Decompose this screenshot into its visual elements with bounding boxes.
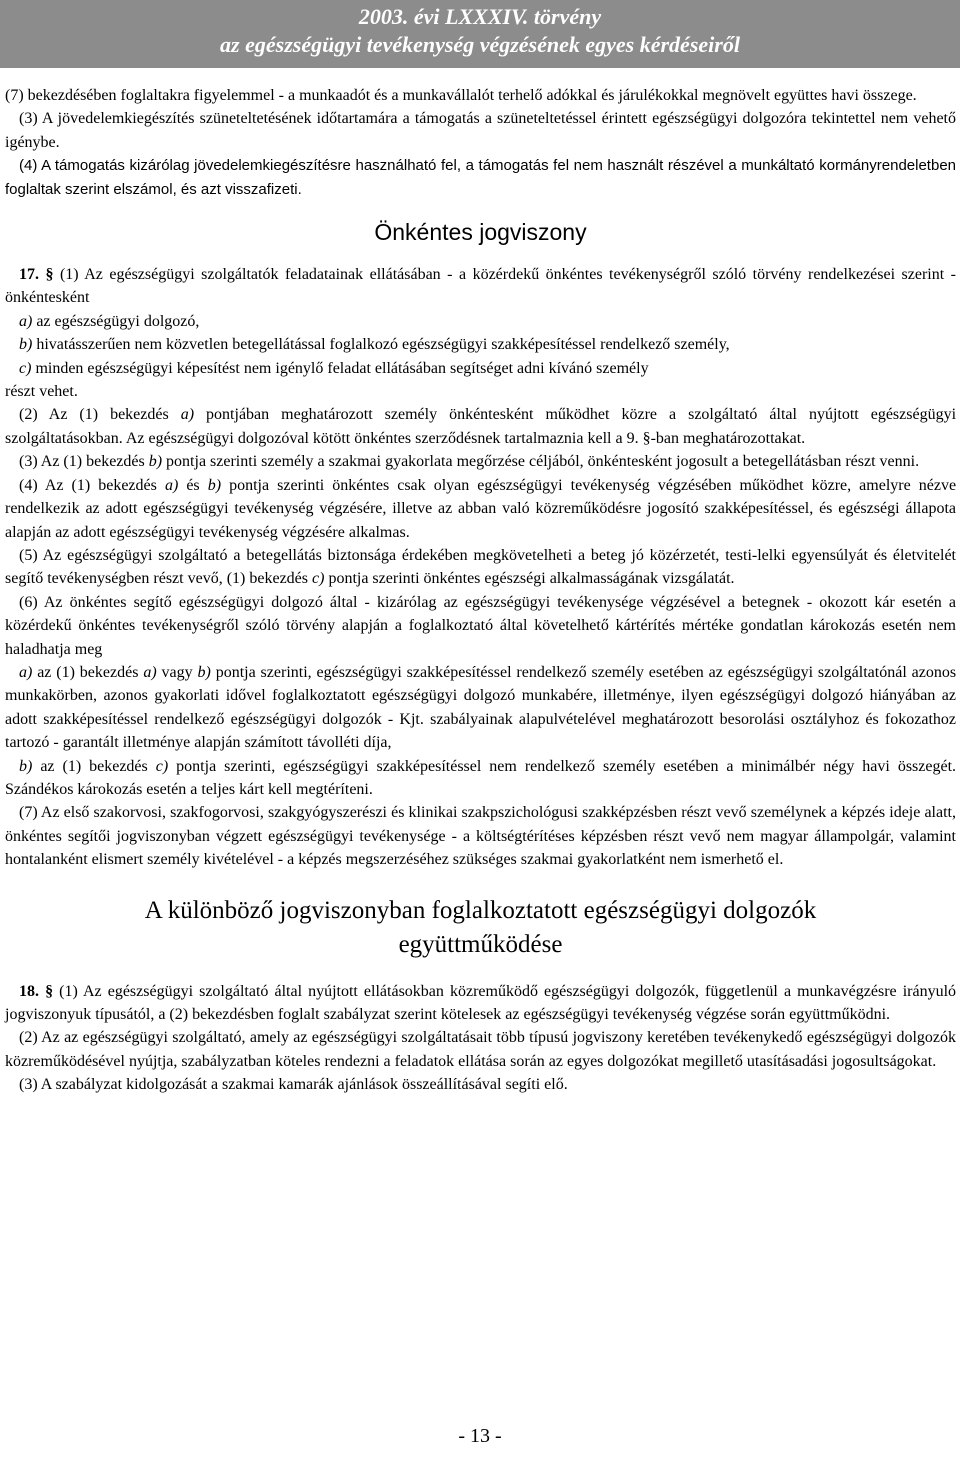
point-ref: b) bbox=[207, 476, 222, 494]
text-part: (4) Az (1) bekezdés bbox=[19, 476, 157, 494]
list-text: minden egészségügyi képesítést nem igénylő feladat ellátásában segítséget adni kívánó személy bbox=[35, 359, 649, 377]
section-heading-cooperation bbox=[5, 894, 956, 962]
section-18-paragraph-2: (2) Az az egészségügyi szolgáltató, amely az egészségügyi szolgáltatásait több típusú jogviszony keretében tevékenykedő egészségügyi dolgozók közreműködésével nyújtja, szabályzatban köteles rendezni a feladatok ellátása során az egyes dolgozókat megillető utasításadási jogosultságokat. bbox=[5, 1029, 956, 1070]
list-label: a) bbox=[19, 663, 33, 681]
paragraph-3: (3) A jövedelemkiegészítés szüneteltetésének időtartamára a támogatás a szüneteltetéssel érintett egészségügyi dolgozóra tekintettel nem vehető igénybe. bbox=[5, 110, 956, 151]
section-heading-voluntary: Önkéntes jogviszony bbox=[374, 219, 587, 246]
list-label: b) bbox=[19, 757, 33, 775]
text-part: pontjában meghatározott személy önkéntesként működhet közre a szolgáltató által nyújtott egészségügyi szolgáltatásokban. Az egészségügyi dolgozóval kötött önkéntes szerződésnek tartalmaznia kell a 9. §-ban meghatározottakat. bbox=[5, 406, 957, 447]
section-sign: § bbox=[45, 982, 54, 1000]
law-title: 2003. évi LXXXIV. törvény bbox=[358, 4, 602, 29]
paragraph-text: (1) Az egészségügyi szolgáltatók feladatainak ellátásában - a közérdekű önkéntes tevékenységről szóló törvény rendelkezései szerint - önkéntesként bbox=[5, 266, 956, 307]
text-part: pontja szerinti, egészségügyi szakképesítéssel nem rendelkező személy esetében a minimálbér négy havi összegét. Szándékos károkozás esetén a teljes kárt kell megtéríteni. bbox=[5, 757, 957, 798]
text-part: (2) Az (1) bekezdés bbox=[19, 406, 169, 424]
text-part: (5) Az egészségügyi szolgáltató a betegellátás biztonsága érdekében megkövetelheti a beteg jó közérzetét, testi-lelki egyensúlyát és életvitelét segítő tevékenységben részt vevő, (1) bekezdés bbox=[5, 546, 956, 588]
point-ref: c) bbox=[155, 757, 169, 775]
section-17-paragraph-4 bbox=[5, 474, 956, 544]
point-ref: a) bbox=[180, 406, 195, 424]
point-ref: c) bbox=[312, 570, 325, 588]
paragraph-continuation: (7) bekezdésében foglaltakra figyelemmel - a munkaadót és a munkavállalót terhelő adókkal és járulékokkal megnövelt együttes havi összege. bbox=[5, 87, 917, 104]
section-number: 17. bbox=[19, 266, 39, 284]
document-body bbox=[5, 84, 956, 1097]
paragraph-4: (4) A támogatás kizárólag jövedelemkiegészítésre használható fel, a támogatás fel nem használt részével a munkáltató kormányrendeletben foglaltak szerint elszámol, és azt visszafizeti. bbox=[5, 157, 956, 198]
heading-line-1: A különböző jogviszonyban foglalkoztatott egészségügyi dolgozók bbox=[144, 896, 817, 924]
document-header bbox=[0, 0, 960, 68]
text-part: (3) Az (1) bekezdés bbox=[19, 453, 145, 471]
text-part: vagy bbox=[161, 663, 193, 681]
text-part: pontja szerinti önkéntes egészségi alkalmasságának vizsgálatát. bbox=[328, 570, 735, 588]
text-part: az (1) bekezdés bbox=[40, 757, 148, 775]
point-ref: a) bbox=[164, 476, 179, 494]
page-number: - 13 - bbox=[458, 1425, 502, 1447]
section-17-paragraph-2 bbox=[5, 403, 956, 450]
section-18-paragraph-1 bbox=[5, 980, 956, 1027]
list-label: a) bbox=[19, 312, 33, 330]
text-part: pontja szerinti személy a szakmai gyakorlata megőrzése céljából, önkéntesként jogosult a betegellátásban részt venni. bbox=[166, 453, 920, 471]
list-item-c bbox=[5, 357, 956, 380]
paragraph-text: (1) Az egészségügyi szolgáltató által nyújtott ellátásokban közreműködő egészségügyi dolgozók, függetlenül a munkavégzésre irányuló jogviszonyuk típusától, a (2) bekezdésben foglalt szabályzat szerint kötelesek az egészségügyi tevékenység végzése során együttműködni. bbox=[5, 982, 957, 1023]
section-18-paragraph-3: (3) A szabályzat kidolgozását a szakmai kamarák ajánlások összeállításával segíti elő. bbox=[19, 1076, 568, 1094]
list-label: c) bbox=[19, 359, 32, 377]
section-sign: § bbox=[45, 266, 54, 284]
text-part: pontja szerinti önkéntes csak olyan egészségügyi tevékenység végzésében működhet közre, amelyre nézve rendelkezik az adott egészségügyi tevékenység végzésére, illetve az abban való közreműködésre jogosító szakképesítéssel, és egészségi állapota alapján az adott egészségügyi tevékenység végzésére alkalmas. bbox=[5, 476, 957, 541]
text-part: pontja szerinti, egészségügyi szakképesítéssel rendelkező személy esetében az egészségügyi szolgáltatónál azonos munkakörben, azonos gyakorlati idővel foglalkoztatott egészségügyi dolgozó munkabére, illetménye, ilyen egészségügyi dolgozó hiányában az adott szakképesítéssel rendelkező egészségügyi dolgozók - Kjt. szabályainak alapulvételével meghatározott besorolási osztályhoz és fokozathoz tartozó - garantált illetménye alapján számított távolléti díja, bbox=[5, 663, 957, 752]
list-text: az egészségügyi dolgozó, bbox=[36, 312, 200, 330]
text-part: az (1) bekezdés bbox=[37, 663, 139, 681]
text-part: és bbox=[186, 476, 200, 494]
point-ref: b) bbox=[197, 663, 211, 681]
list-item-a bbox=[5, 310, 956, 333]
point-ref: a) bbox=[143, 663, 157, 681]
heading-line-2: együttműködése bbox=[398, 930, 563, 958]
section-number: 18. bbox=[19, 982, 39, 1000]
section-17-paragraph-3 bbox=[5, 450, 956, 473]
section-17-paragraph-5 bbox=[5, 544, 956, 591]
list-label: b) bbox=[19, 336, 33, 354]
section-17-paragraph-1 bbox=[5, 263, 956, 310]
paragraph-ending: részt vehet. bbox=[5, 383, 78, 401]
section-17-paragraph-7: (7) Az első szakorvosi, szakfogorvosi, szakgyógyszerészi és klinikai szakpszichológusi szakképzésben részt vevő személynek a képzés ideje alatt, önkéntes segítői jogviszonyban végzett egészségügyi tevékenysége - a költségtérítéses képzésben részt vevő nem magyar állampolgár, valamint hontalanként elismert személy kivételével - a képzés megszerzéséhez szükséges szakmai gyakorlatként nem ismerhető el. bbox=[5, 804, 956, 869]
point-ref: b) bbox=[148, 453, 163, 471]
section-17-paragraph-6: (6) Az önkéntes segítő egészségügyi dolgozó által - kizárólag az egészségügyi tevékenysége végzésével a betegnek - okozott kár esetén a közérdekű önkéntes tevékenységről szóló törvény alapján a foglalkoztató által követelhető kártérítés mértéke gondatlan károkozás esetén nem haladhatja meg bbox=[5, 593, 956, 658]
list-item-b bbox=[5, 333, 956, 356]
law-subtitle: az egészségügyi tevékenység végzésének egyes kérdéseiről bbox=[220, 32, 740, 57]
list-text: hivatásszerűen nem közvetlen betegellátással foglalkozó egészségügyi szakképesítéssel rendelkező személy, bbox=[36, 336, 730, 354]
section-17-point-6a bbox=[5, 661, 956, 755]
section-17-point-6b bbox=[5, 755, 956, 802]
